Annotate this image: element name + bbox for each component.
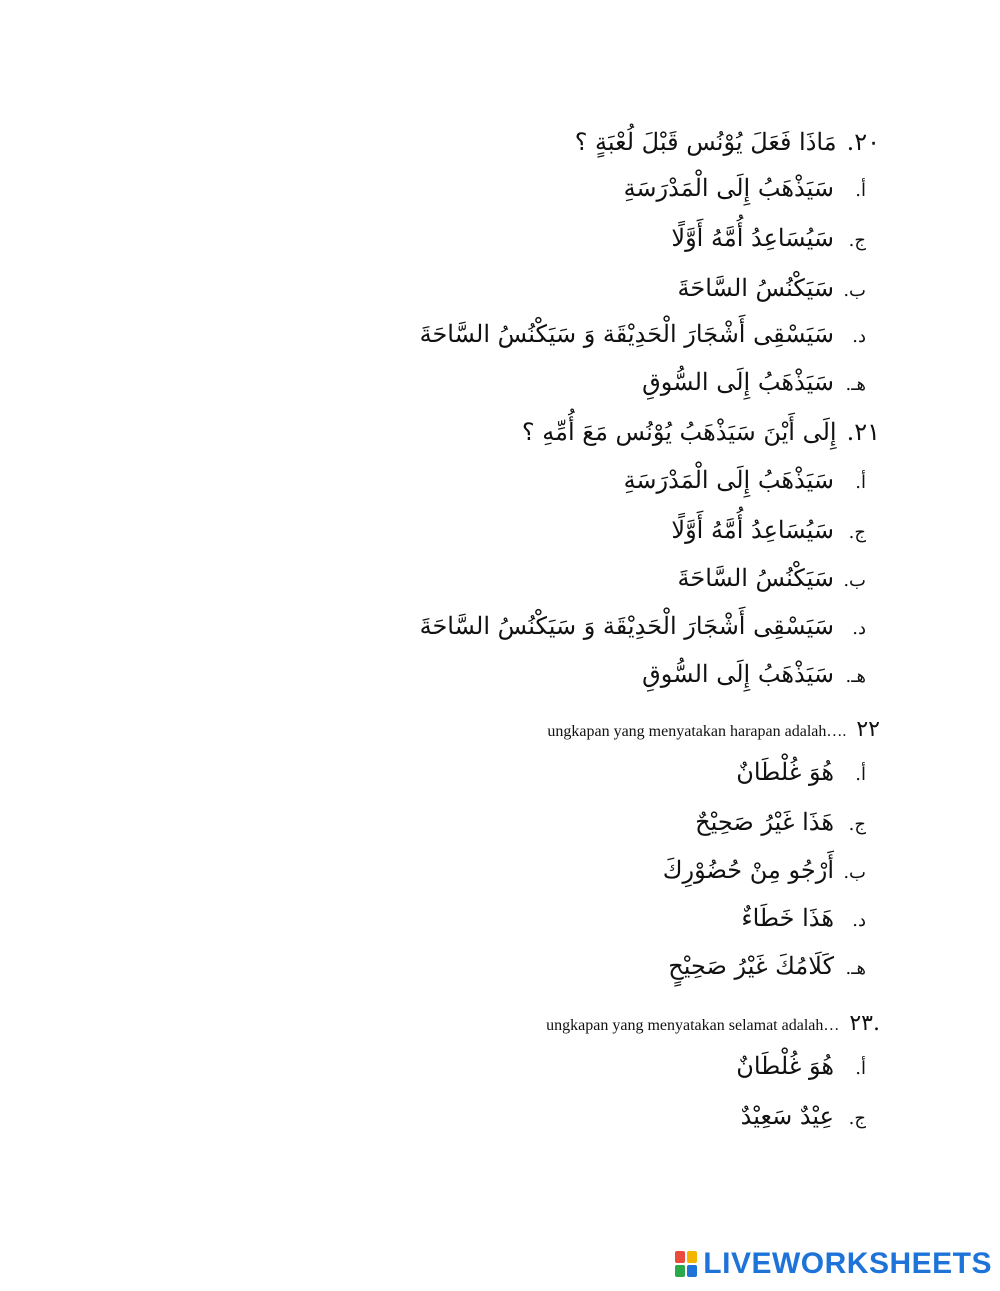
option-21-b[interactable]	[678, 564, 866, 592]
question-20	[575, 128, 880, 156]
option-letter: أ.	[855, 764, 866, 785]
question-number: ٢٣.	[849, 1011, 880, 1036]
option-text: كَلَامُكَ غَيْرُ صَحِيْحٍ	[668, 952, 834, 980]
option-text: سَيُسَاعِدُ أُمَّهُ أَوَّلًا	[671, 224, 834, 252]
option-20-j[interactable]	[671, 224, 866, 252]
option-letter: ب.	[843, 280, 866, 301]
option-23-j[interactable]	[741, 1102, 866, 1130]
option-20-a[interactable]	[624, 174, 866, 202]
option-text: سَيَسْقِى أَشْجَارَ الْحَدِيْقَة وَ سَيَكْنُسُ السَّاحَةَ	[419, 320, 834, 348]
logo-square-green	[675, 1265, 685, 1277]
question-22	[547, 714, 880, 742]
option-text: سَيَذْهَبُ إِلَى السُّوقِ	[642, 368, 834, 396]
question-number: ٢٢	[856, 717, 880, 742]
option-20-b[interactable]	[678, 274, 866, 302]
option-20-d[interactable]	[420, 320, 866, 348]
option-text: أَرْجُو مِنْ حُضُوْرِكَ	[662, 856, 834, 884]
option-letter: أ.	[855, 180, 866, 201]
option-letter: د.	[852, 618, 866, 639]
question-number: ٢١.	[846, 418, 880, 446]
option-letter: ج.	[848, 814, 866, 835]
logo-square-blue	[687, 1265, 697, 1277]
option-letter: أ.	[855, 472, 866, 493]
option-letter: هـ.	[845, 958, 866, 979]
option-letter: ب.	[843, 862, 866, 883]
option-letter: هـ.	[845, 374, 866, 395]
option-text: هَذَا غَيْرُ صَحِيْحٌ	[695, 808, 834, 836]
option-text: سَيَذْهَبُ إِلَى الْمَدْرَسَةِ	[623, 174, 834, 202]
question-text: مَاذَا فَعَلَ يُوْنُس قَبْلَ لُعْبَةٍ ؟	[574, 128, 837, 156]
liveworksheets-logo	[675, 1247, 992, 1281]
option-text: سَيَكْنُسُ السَّاحَةَ	[677, 564, 834, 592]
option-letter: ج.	[848, 230, 866, 251]
option-22-b[interactable]	[663, 856, 866, 884]
option-text: سَيَسْقِى أَشْجَارَ الْحَدِيْقَة وَ سَيَكْنُسُ السَّاحَةَ	[419, 612, 834, 640]
option-20-h[interactable]	[642, 368, 866, 396]
option-text: سَيَذْهَبُ إِلَى السُّوقِ	[642, 660, 834, 688]
question-21	[522, 418, 880, 446]
option-letter: ب.	[843, 570, 866, 591]
question-text: إِلَى أَيْنَ سَيَذْهَبُ يُوْنُس مَعَ أُمِّهِ ؟	[521, 418, 837, 446]
option-text: هُوَ غُلْطَانٌ	[736, 758, 834, 786]
option-21-a[interactable]	[624, 466, 866, 494]
question-text: ungkapan yang menyatakan selamat adalah…	[546, 1017, 840, 1034]
option-21-j[interactable]	[671, 516, 866, 544]
option-letter: ج.	[848, 1108, 866, 1129]
option-23-a[interactable]	[736, 1052, 866, 1080]
logo-text: LIVEWORKSHEETS	[703, 1247, 992, 1280]
option-letter: هـ.	[845, 666, 866, 687]
option-text: هُوَ غُلْطَانٌ	[736, 1052, 834, 1080]
question-number: ٢٠.	[846, 128, 880, 156]
option-22-a[interactable]	[736, 758, 866, 786]
option-letter: أ.	[855, 1058, 866, 1079]
option-letter: د.	[852, 326, 866, 347]
logo-square-red	[675, 1251, 685, 1263]
option-text: هَذَا خَطَاءٌ	[741, 904, 834, 932]
option-letter: ج.	[848, 522, 866, 543]
option-22-h[interactable]	[668, 952, 866, 980]
question-23	[546, 1008, 880, 1036]
option-letter: د.	[852, 910, 866, 931]
option-text: سَيُسَاعِدُ أُمَّهُ أَوَّلًا	[671, 516, 834, 544]
option-22-d[interactable]	[741, 904, 866, 932]
logo-icon	[675, 1251, 697, 1277]
option-22-j[interactable]	[695, 808, 866, 836]
option-21-h[interactable]	[642, 660, 866, 688]
option-21-d[interactable]	[420, 612, 866, 640]
option-text: سَيَذْهَبُ إِلَى الْمَدْرَسَةِ	[623, 466, 834, 494]
option-text: سَيَكْنُسُ السَّاحَةَ	[677, 274, 834, 302]
question-text: ungkapan yang menyatakan harapan adalah….	[547, 723, 847, 740]
option-text: عِيْدٌ سَعِيْدٌ	[740, 1102, 834, 1130]
logo-square-yellow	[687, 1251, 697, 1263]
